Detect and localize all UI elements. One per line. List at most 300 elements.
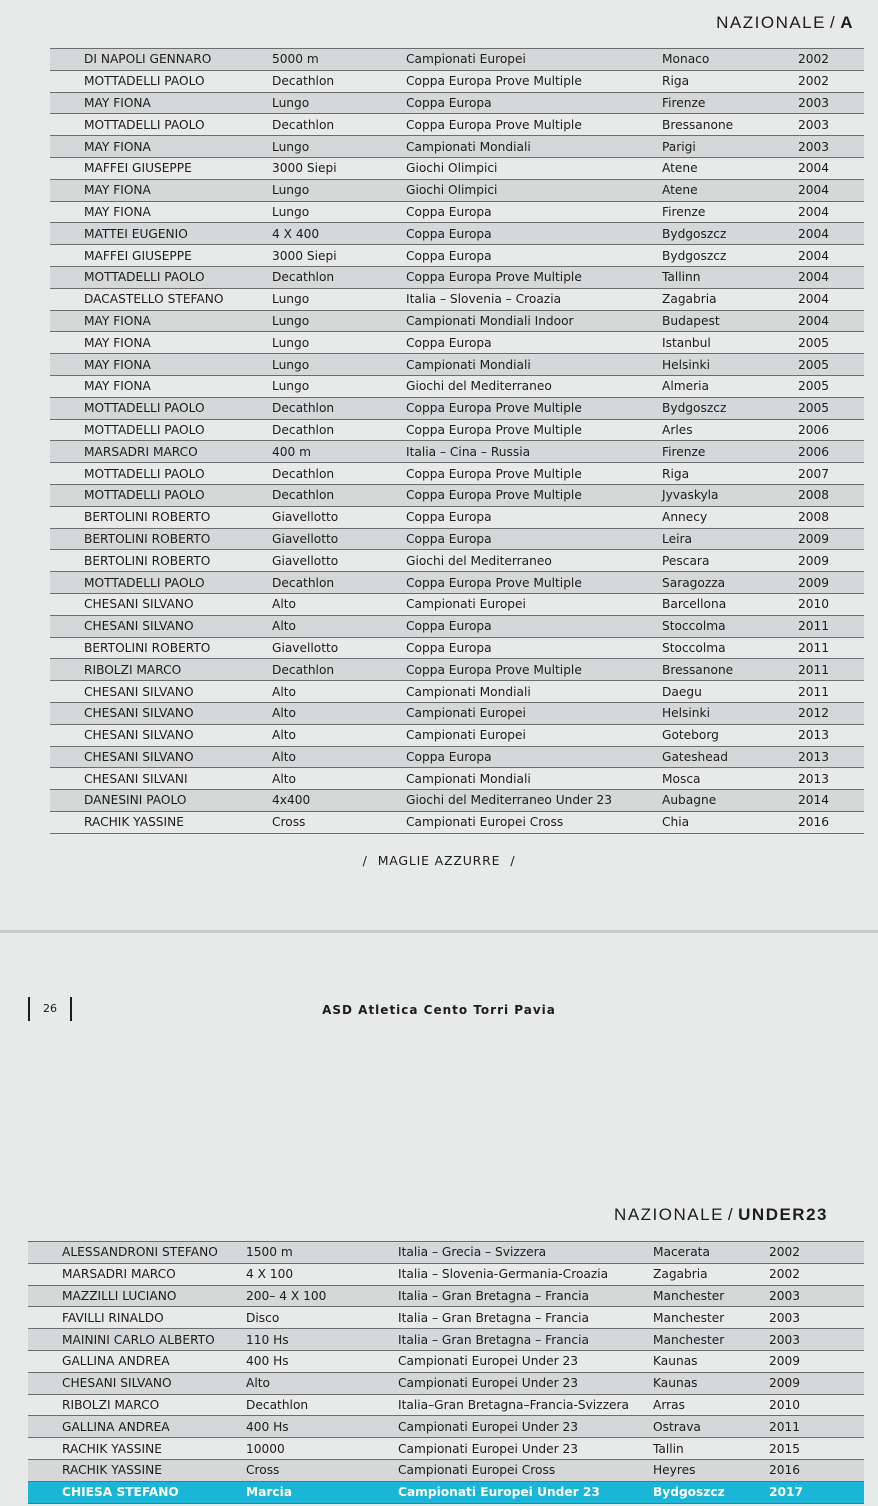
athlete-name-cell: DI NAPOLI GENNARO [50, 49, 272, 71]
city-cell: Monaco [662, 49, 798, 71]
athlete-name-cell: MAFFEI GIUSEPPE [50, 157, 272, 179]
athlete-name-cell: RACHIK YASSINE [28, 1459, 246, 1481]
city-cell: Almeria [662, 375, 798, 397]
year-cell: 2013 [798, 768, 864, 790]
city-cell: Ostrava [653, 1416, 769, 1438]
table-row [50, 354, 864, 376]
event-cell: Marcia [246, 1481, 398, 1503]
event-cell: Alto [246, 1372, 398, 1394]
competition-cell: Italia – Grecia – Svizzera [398, 1242, 653, 1264]
athlete-name-cell: MAFFEI GIUSEPPE [50, 245, 272, 267]
event-cell: Decathlon [272, 572, 406, 594]
athlete-name-cell: RIBOLZI MARCO [28, 1394, 246, 1416]
year-cell: 2016 [769, 1459, 864, 1481]
table-row [50, 201, 864, 223]
city-cell: Arras [653, 1394, 769, 1416]
athlete-name-cell: MAY FIONA [50, 375, 272, 397]
year-cell: 2002 [798, 70, 864, 92]
competition-cell: Giochi del Mediterraneo [406, 375, 662, 397]
event-cell: Decathlon [246, 1394, 398, 1416]
city-cell: Manchester [653, 1329, 769, 1351]
year-cell: 2015 [769, 1438, 864, 1460]
competition-cell: Italia–Gran Bretagna–Francia-Svizzera [398, 1394, 653, 1416]
competition-cell: Campionati Mondiali [406, 354, 662, 376]
athlete-name-cell: BERTOLINI ROBERTO [50, 637, 272, 659]
page-heading-nazionale-under23 [614, 1205, 828, 1225]
athlete-name-cell: BERTOLINI ROBERTO [50, 528, 272, 550]
table-row [50, 746, 864, 768]
city-cell: Bydgoszcz [662, 245, 798, 267]
caption-slash-left: / [362, 853, 368, 868]
table-row [50, 157, 864, 179]
year-cell: 2004 [798, 179, 864, 201]
year-cell: 2011 [798, 637, 864, 659]
competition-cell: Italia – Gran Bretagna – Francia [398, 1307, 653, 1329]
competition-cell: Coppa Europa Prove Multiple [406, 397, 662, 419]
competition-cell: Campionati Europei [406, 724, 662, 746]
athlete-name-cell: MOTTADELLI PAOLO [50, 572, 272, 594]
year-cell: 2014 [798, 790, 864, 812]
year-cell: 2003 [769, 1285, 864, 1307]
heading-bold: UNDER23 [738, 1205, 828, 1224]
event-cell: Lungo [272, 332, 406, 354]
event-cell: 400 m [272, 441, 406, 463]
athlete-name-cell: MAY FIONA [50, 136, 272, 158]
event-cell: Cross [272, 811, 406, 833]
event-cell: Giavellotto [272, 506, 406, 528]
year-cell: 2011 [798, 615, 864, 637]
table-row [50, 724, 864, 746]
athlete-name-cell: CHESANI SILVANO [28, 1372, 246, 1394]
table-row [50, 463, 864, 485]
year-cell: 2006 [798, 419, 864, 441]
year-cell: 2002 [798, 49, 864, 71]
competition-cell: Coppa Europa Prove Multiple [406, 484, 662, 506]
year-cell: 2004 [798, 223, 864, 245]
table-row [50, 310, 864, 332]
competition-cell: Campionati Europei Cross [406, 811, 662, 833]
competition-cell: Giochi Olimpici [406, 179, 662, 201]
year-cell: 2009 [798, 572, 864, 594]
table-row [28, 1438, 864, 1460]
event-cell: Alto [272, 615, 406, 637]
athlete-name-cell: MAY FIONA [50, 201, 272, 223]
event-cell: Alto [272, 724, 406, 746]
year-cell: 2004 [798, 201, 864, 223]
table-row [50, 681, 864, 703]
event-cell: 400 Hs [246, 1350, 398, 1372]
city-cell: Tallin [653, 1438, 769, 1460]
competition-cell: Coppa Europa [406, 245, 662, 267]
athlete-name-cell: MARSADRI MARCO [50, 441, 272, 463]
competition-cell: Campionati Europei [406, 49, 662, 71]
event-cell: 4 X 400 [272, 223, 406, 245]
competition-cell: Campionati Europei Cross [398, 1459, 653, 1481]
competition-cell: Campionati Europei [406, 593, 662, 615]
table-row [50, 572, 864, 594]
city-cell: Bressanone [662, 659, 798, 681]
table-row [28, 1459, 864, 1481]
table-row [50, 528, 864, 550]
event-cell: Decathlon [272, 419, 406, 441]
event-cell: Decathlon [272, 266, 406, 288]
athlete-name-cell: MARSADRI MARCO [28, 1263, 246, 1285]
year-cell: 2005 [798, 375, 864, 397]
table-row [50, 223, 864, 245]
competition-cell: Coppa Europa [406, 223, 662, 245]
year-cell: 2011 [798, 659, 864, 681]
competition-cell: Coppa Europa [406, 332, 662, 354]
athlete-name-cell: CHESANI SILVANO [50, 746, 272, 768]
year-cell: 2003 [798, 92, 864, 114]
year-cell: 2003 [798, 114, 864, 136]
event-cell: Lungo [272, 375, 406, 397]
event-cell: Giavellotto [272, 550, 406, 572]
competition-cell: Coppa Europa Prove Multiple [406, 419, 662, 441]
athlete-name-cell: FAVILLI RINALDO [28, 1307, 246, 1329]
year-cell: 2002 [769, 1242, 864, 1264]
city-cell: Bydgoszcz [662, 223, 798, 245]
competition-cell: Campionati Mondiali [406, 681, 662, 703]
city-cell: Daegu [662, 681, 798, 703]
city-cell: Leira [662, 528, 798, 550]
year-cell: 2008 [798, 506, 864, 528]
heading-prefix: NAZIONALE [716, 13, 826, 32]
year-cell: 2011 [769, 1416, 864, 1438]
competition-cell: Italia – Slovenia-Germania-Croazia [398, 1263, 653, 1285]
year-cell: 2005 [798, 332, 864, 354]
competition-cell: Coppa Europa [406, 92, 662, 114]
competition-cell: Coppa Europa [406, 528, 662, 550]
competition-cell: Coppa Europa [406, 506, 662, 528]
competition-cell: Campionati Mondiali Indoor [406, 310, 662, 332]
city-cell: Helsinki [662, 702, 798, 724]
page-heading-nazionale-a [716, 13, 854, 33]
table-row [50, 615, 864, 637]
event-cell: Alto [272, 593, 406, 615]
year-cell: 2012 [798, 702, 864, 724]
heading-bold: A [840, 13, 854, 32]
athlete-name-cell: CHESANI SILVANO [50, 724, 272, 746]
table-row [50, 92, 864, 114]
year-cell: 2010 [798, 593, 864, 615]
city-cell: Parigi [662, 136, 798, 158]
athlete-name-cell: DANESINI PAOLO [50, 790, 272, 812]
city-cell: Zagabria [653, 1263, 769, 1285]
city-cell: Tallinn [662, 266, 798, 288]
athlete-name-cell: MAY FIONA [50, 354, 272, 376]
competition-cell: Coppa Europa [406, 637, 662, 659]
event-cell: Lungo [272, 310, 406, 332]
competition-cell: Campionati Europei Under 23 [398, 1350, 653, 1372]
athlete-name-cell: MAY FIONA [50, 310, 272, 332]
athlete-name-cell: MOTTADELLI PAOLO [50, 266, 272, 288]
table-row [50, 702, 864, 724]
event-cell: Giavellotto [272, 528, 406, 550]
athlete-name-cell: MAININI CARLO ALBERTO [28, 1329, 246, 1351]
year-cell: 2003 [769, 1307, 864, 1329]
records-table-body [28, 1242, 864, 1504]
competition-cell: Italia – Slovenia – Croazia [406, 288, 662, 310]
athlete-name-cell: MAY FIONA [50, 332, 272, 354]
athlete-name-cell: CHIESA STEFANO [28, 1481, 246, 1503]
year-cell: 2003 [798, 136, 864, 158]
competition-cell: Campionati Mondiali [406, 136, 662, 158]
records-table-body [50, 49, 864, 834]
competition-cell: Campionati Europei Under 23 [398, 1372, 653, 1394]
event-cell: 110 Hs [246, 1329, 398, 1351]
year-cell: 2017 [769, 1481, 864, 1503]
competition-cell: Giochi del Mediterraneo Under 23 [406, 790, 662, 812]
city-cell: Istanbul [662, 332, 798, 354]
table-row [50, 70, 864, 92]
competition-cell: Campionati Europei [406, 702, 662, 724]
table-row [50, 288, 864, 310]
event-cell: 1500 m [246, 1242, 398, 1264]
event-cell: Disco [246, 1307, 398, 1329]
competition-cell: Coppa Europa Prove Multiple [406, 114, 662, 136]
table-row [28, 1307, 864, 1329]
athlete-name-cell: GALLINA ANDREA [28, 1416, 246, 1438]
athlete-name-cell: MAY FIONA [50, 179, 272, 201]
city-cell: Manchester [653, 1285, 769, 1307]
year-cell: 2011 [798, 681, 864, 703]
competition-cell: Coppa Europa [406, 201, 662, 223]
table-row [50, 114, 864, 136]
event-cell: 3000 Siepi [272, 157, 406, 179]
athlete-name-cell: DACASTELLO STEFANO [50, 288, 272, 310]
table-row [28, 1263, 864, 1285]
city-cell: Kaunas [653, 1372, 769, 1394]
athlete-name-cell: CHESANI SILVANI [50, 768, 272, 790]
event-cell: Alto [272, 681, 406, 703]
year-cell: 2009 [798, 528, 864, 550]
event-cell: Lungo [272, 354, 406, 376]
city-cell: Zagabria [662, 288, 798, 310]
city-cell: Stoccolma [662, 615, 798, 637]
table-row [28, 1416, 864, 1438]
athlete-name-cell: CHESANI SILVANO [50, 593, 272, 615]
year-cell: 2008 [798, 484, 864, 506]
heading-separator: / [727, 1205, 735, 1224]
city-cell: Bydgoszcz [653, 1481, 769, 1503]
athlete-name-cell: GALLINA ANDREA [28, 1350, 246, 1372]
city-cell: Pescara [662, 550, 798, 572]
table-row [50, 49, 864, 71]
city-cell: Firenze [662, 92, 798, 114]
athlete-name-cell: RACHIK YASSINE [50, 811, 272, 833]
athlete-name-cell: MOTTADELLI PAOLO [50, 419, 272, 441]
event-cell: 200– 4 X 100 [246, 1285, 398, 1307]
competition-cell: Coppa Europa Prove Multiple [406, 266, 662, 288]
city-cell: Budapest [662, 310, 798, 332]
event-cell: Lungo [272, 201, 406, 223]
table-row [28, 1350, 864, 1372]
table-row [50, 266, 864, 288]
year-cell: 2004 [798, 288, 864, 310]
heading-separator: / [829, 13, 837, 32]
city-cell: Barcellona [662, 593, 798, 615]
competition-cell: Campionati Mondiali [406, 768, 662, 790]
event-cell: Alto [272, 746, 406, 768]
competition-cell: Italia – Gran Bretagna – Francia [398, 1285, 653, 1307]
athlete-name-cell: MATTEI EUGENIO [50, 223, 272, 245]
athlete-name-cell: CHESANI SILVANO [50, 702, 272, 724]
year-cell: 2004 [798, 266, 864, 288]
event-cell: Alto [272, 768, 406, 790]
city-cell: Chia [662, 811, 798, 833]
records-table-nazionale-a [50, 48, 864, 834]
athlete-name-cell: MAY FIONA [50, 92, 272, 114]
year-cell: 2002 [769, 1263, 864, 1285]
athlete-name-cell: BERTOLINI ROBERTO [50, 506, 272, 528]
event-cell: 5000 m [272, 49, 406, 71]
competition-cell: Campionati Europei Under 23 [398, 1438, 653, 1460]
athlete-name-cell: RACHIK YASSINE [28, 1438, 246, 1460]
competition-cell: Campionati Europei Under 23 [398, 1416, 653, 1438]
table-row [28, 1372, 864, 1394]
year-cell: 2007 [798, 463, 864, 485]
athlete-name-cell: MOTTADELLI PAOLO [50, 70, 272, 92]
event-cell: 4x400 [272, 790, 406, 812]
year-cell: 2004 [798, 245, 864, 267]
table-row [50, 659, 864, 681]
city-cell: Manchester [653, 1307, 769, 1329]
year-cell: 2013 [798, 724, 864, 746]
caption-text: MAGLIE AZZURRE [377, 853, 501, 868]
year-cell: 2016 [798, 811, 864, 833]
table-row [50, 811, 864, 833]
heading-prefix: NAZIONALE [614, 1205, 724, 1224]
event-cell: Cross [246, 1459, 398, 1481]
table-row [50, 484, 864, 506]
city-cell: Atene [662, 179, 798, 201]
year-cell: 2013 [798, 746, 864, 768]
table-row [50, 419, 864, 441]
table-row [28, 1481, 864, 1503]
table-row [50, 441, 864, 463]
competition-cell: Campionati Europei Under 23 [398, 1481, 653, 1503]
page-number: 26 [28, 997, 72, 1021]
table-row [28, 1285, 864, 1307]
year-cell: 2009 [769, 1350, 864, 1372]
athlete-name-cell: RIBOLZI MARCO [50, 659, 272, 681]
competition-cell: Coppa Europa Prove Multiple [406, 70, 662, 92]
table-row [50, 637, 864, 659]
event-cell: Lungo [272, 288, 406, 310]
event-cell: Decathlon [272, 397, 406, 419]
competition-cell: Coppa Europa [406, 746, 662, 768]
year-cell: 2004 [798, 157, 864, 179]
athlete-name-cell: ALESSANDRONI STEFANO [28, 1242, 246, 1264]
table-row [50, 397, 864, 419]
competition-cell: Coppa Europa Prove Multiple [406, 463, 662, 485]
city-cell: Helsinki [662, 354, 798, 376]
athlete-name-cell: CHESANI SILVANO [50, 681, 272, 703]
table-row [50, 790, 864, 812]
year-cell: 2003 [769, 1329, 864, 1351]
organization-name: ASD Atletica Cento Torri Pavia [322, 1003, 556, 1017]
city-cell: Firenze [662, 201, 798, 223]
athlete-name-cell: MOTTADELLI PAOLO [50, 463, 272, 485]
competition-cell: Italia – Cina – Russia [406, 441, 662, 463]
athlete-name-cell: CHESANI SILVANO [50, 615, 272, 637]
table-row [50, 332, 864, 354]
city-cell: Heyres [653, 1459, 769, 1481]
competition-cell: Coppa Europa Prove Multiple [406, 659, 662, 681]
event-cell: Decathlon [272, 659, 406, 681]
caption-slash-right: / [510, 853, 516, 868]
event-cell: Decathlon [272, 463, 406, 485]
table-row [50, 550, 864, 572]
section-caption [0, 853, 878, 868]
year-cell: 2010 [769, 1394, 864, 1416]
city-cell: Arles [662, 419, 798, 441]
year-cell: 2005 [798, 397, 864, 419]
table-row [28, 1329, 864, 1351]
city-cell: Annecy [662, 506, 798, 528]
competition-cell: Giochi Olimpici [406, 157, 662, 179]
athlete-name-cell: MOTTADELLI PAOLO [50, 114, 272, 136]
records-table-nazionale-under23 [28, 1241, 864, 1504]
table-row [50, 506, 864, 528]
table-row [50, 593, 864, 615]
event-cell: 400 Hs [246, 1416, 398, 1438]
athlete-name-cell: MOTTADELLI PAOLO [50, 397, 272, 419]
athlete-name-cell: MAZZILLI LUCIANO [28, 1285, 246, 1307]
event-cell: 10000 [246, 1438, 398, 1460]
event-cell: Decathlon [272, 70, 406, 92]
event-cell: Alto [272, 702, 406, 724]
table-row [50, 245, 864, 267]
event-cell: Giavellotto [272, 637, 406, 659]
table-row [50, 375, 864, 397]
competition-cell: Coppa Europa Prove Multiple [406, 572, 662, 594]
city-cell: Stoccolma [662, 637, 798, 659]
city-cell: Saragozza [662, 572, 798, 594]
competition-cell: Italia – Gran Bretagna – Francia [398, 1329, 653, 1351]
event-cell: 3000 Siepi [272, 245, 406, 267]
event-cell: Lungo [272, 92, 406, 114]
competition-cell: Giochi del Mediterraneo [406, 550, 662, 572]
table-row [28, 1394, 864, 1416]
city-cell: Macerata [653, 1242, 769, 1264]
city-cell: Jyvaskyla [662, 484, 798, 506]
year-cell: 2009 [798, 550, 864, 572]
year-cell: 2006 [798, 441, 864, 463]
city-cell: Mosca [662, 768, 798, 790]
city-cell: Gateshead [662, 746, 798, 768]
city-cell: Kaunas [653, 1350, 769, 1372]
athlete-name-cell: BERTOLINI ROBERTO [50, 550, 272, 572]
table-row [28, 1242, 864, 1264]
event-cell: Decathlon [272, 484, 406, 506]
event-cell: Lungo [272, 136, 406, 158]
competition-cell: Coppa Europa [406, 615, 662, 637]
year-cell: 2009 [769, 1372, 864, 1394]
city-cell: Bydgoszcz [662, 397, 798, 419]
event-cell: Lungo [272, 179, 406, 201]
year-cell: 2005 [798, 354, 864, 376]
athlete-name-cell: MOTTADELLI PAOLO [50, 484, 272, 506]
table-row [50, 768, 864, 790]
city-cell: Firenze [662, 441, 798, 463]
table-row [50, 136, 864, 158]
city-cell: Riga [662, 70, 798, 92]
year-cell: 2004 [798, 310, 864, 332]
event-cell: Decathlon [272, 114, 406, 136]
table-row [50, 179, 864, 201]
